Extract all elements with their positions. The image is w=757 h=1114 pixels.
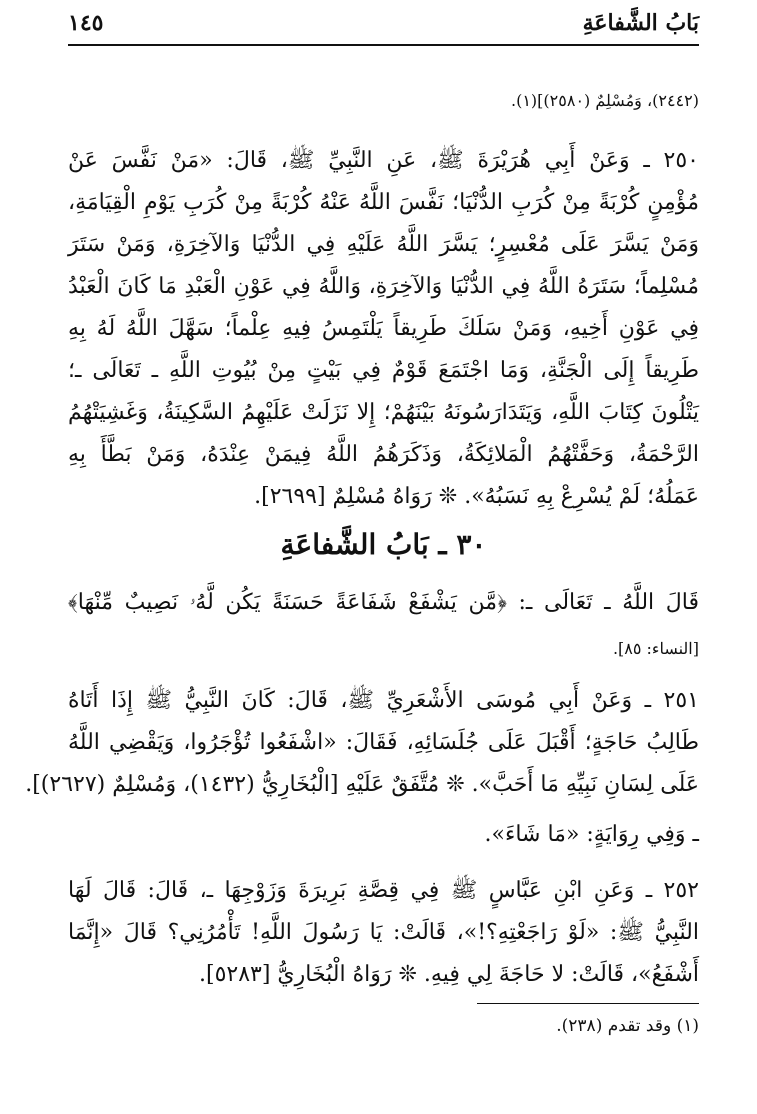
page-header [68,6,699,42]
header-divider [68,44,699,46]
hadith-250-line: مُؤْمِنٍ كُرْبَةً مِنْ كُرَبِ الدُّنْيَا؛ نَفَّسَ اللَّهُ عَنْهُ كُرْبَةً مِنْ كُرَبِ يَوْمِ الْقِيَامَةِ، [68,190,699,215]
hadith-250-line: طَرِيقاً إِلَى الْجَنَّةِ، وَمَا اجْتَمَعَ قَوْمٌ فِي بَيْتٍ مِنْ بُيُوتِ اللَّهِ ـ تَعَالَى ـ؛ [68,358,699,383]
footnote-divider [477,1003,699,1004]
hadith-250-line: يَتْلُونَ كِتَابَ اللَّهِ، وَيَتَدَارَسُونَهُ بَيْنَهُمْ؛ إِلا نَزَلَتْ عَلَيْهِمُ السَّكِينَةُ، وَغَشِيَتْهُمُ [68,400,699,425]
page-number: ١٤٥ [68,10,104,36]
hadith-251-last-line: عَلَى لِسَانِ نَبِيِّهِ مَا أَحَبَّ». ❊ مُتَّفَقٌ عَلَيْهِ [الْبُخَارِيُّ (١٤٣٢)، وَمُسْلِمٌ (٢٦٢٧)]. [25,772,699,797]
hadith-250-line: الرَّحْمَةُ، وَحَفَّتْهُمُ الْمَلائِكَةُ، وَذَكَرَهُمُ اللَّهُ فِيمَنْ عِنْدَهُ، وَمَنْ بَطَّأَ بِهِ [68,442,699,467]
hadith-252-line: ٢٥٢ ـ وَعَنِ ابْنِ عَبَّاسٍ ﷺ فِي قِصَّةِ بَرِيرَةَ وَزَوْجِهَا ـ، قَالَ: قَالَ لَهَا [68,878,699,903]
hadith-250-line: ٢٥٠ ـ وَعَنْ أَبِي هُرَيْرَةَ ﷺ، عَنِ النَّبِيِّ ﷺ، قَالَ: «مَنْ نَفَّسَ عَنْ [68,148,699,173]
chapter-running-title: بَابُ الشَّفاعَةِ [582,10,699,36]
hadith-252-line: النَّبِيُّ ﷺ: «لَوْ رَاجَعْتِهِ؟!»، قَالَتْ: يَا رَسُولَ اللَّهِ! تَأْمُرُنِي؟ قَالَ «إِنَّمَا [68,920,699,945]
hadith-250-last-line: عَمَلُهُ؛ لَمْ يُسْرِعْ بِهِ نَسَبُهُ». ❊ رَوَاهُ مُسْلِمٌ [٢٦٩٩]. [254,484,699,509]
quran-verse-line: قَالَ اللَّهُ ـ تَعَالَى ـ: ﴿مَّن يَشْفَعْ شَفَاعَةً حَسَنَةً يَكُن لَّهُۥ نَصِيبٌ مِّنْهَا﴾ [68,590,699,615]
hadith-250-line: مُسْلِماً؛ سَتَرَهُ اللَّهُ فِي الدُّنْيَا وَالآخِرَةِ، وَاللَّهُ فِي عَوْنِ الْعَبْدِ مَا كَانَ الْعَبْدُ [68,274,699,299]
section-title: ٣٠ ـ بَابُ الشَّفاعَةِ [280,528,487,561]
hadith-252-last-line: أَشْفَعُ»، قَالَتْ: لا حَاجَةَ لِي فِيهِ. ❊ رَوَاهُ الْبُخَارِيُّ [٥٢٨٣]. [199,962,699,987]
footnote: (١) وقد تقدم (٢٣٨). [556,1016,699,1036]
quran-reference: [النساء: ٨٥]. [612,639,699,658]
hadith-250-line: فِي عَوْنِ أَخِيهِ، وَمَنْ سَلَكَ طَرِيقاً يَلْتَمِسُ فِيهِ عِلْماً؛ سَهَّلَ اللَّهُ لَهُ بِهِ [68,316,699,341]
reference-continuation: (٢٤٤٢)، وَمُسْلِمٌ (٢٥٨٠)](١). [511,91,699,110]
hadith-251-line: ٢٥١ ـ وَعَنْ أَبِي مُوسَى الأَشْعَرِيِّ ﷺ، قَالَ: كَانَ النَّبِيُّ ﷺ إِذَا أَتَاهُ [68,688,699,713]
hadith-251-line: طَالِبُ حَاجَةٍ؛ أَقْبَلَ عَلَى جُلَسَائِهِ، فَقَالَ: «اشْفَعُوا تُؤْجَرُوا، وَيَقْضِي اللَّهُ [68,730,699,755]
hadith-250-line: وَمَنْ يَسَّرَ عَلَى مُعْسِرٍ؛ يَسَّرَ اللَّهُ عَلَيْهِ فِي الدُّنْيَا وَالآخِرَةِ، وَمَنْ سَتَرَ [68,232,699,257]
riwaya-line: ـ وَفِي رِوَايَةٍ: «مَا شَاءَ». [484,822,699,847]
